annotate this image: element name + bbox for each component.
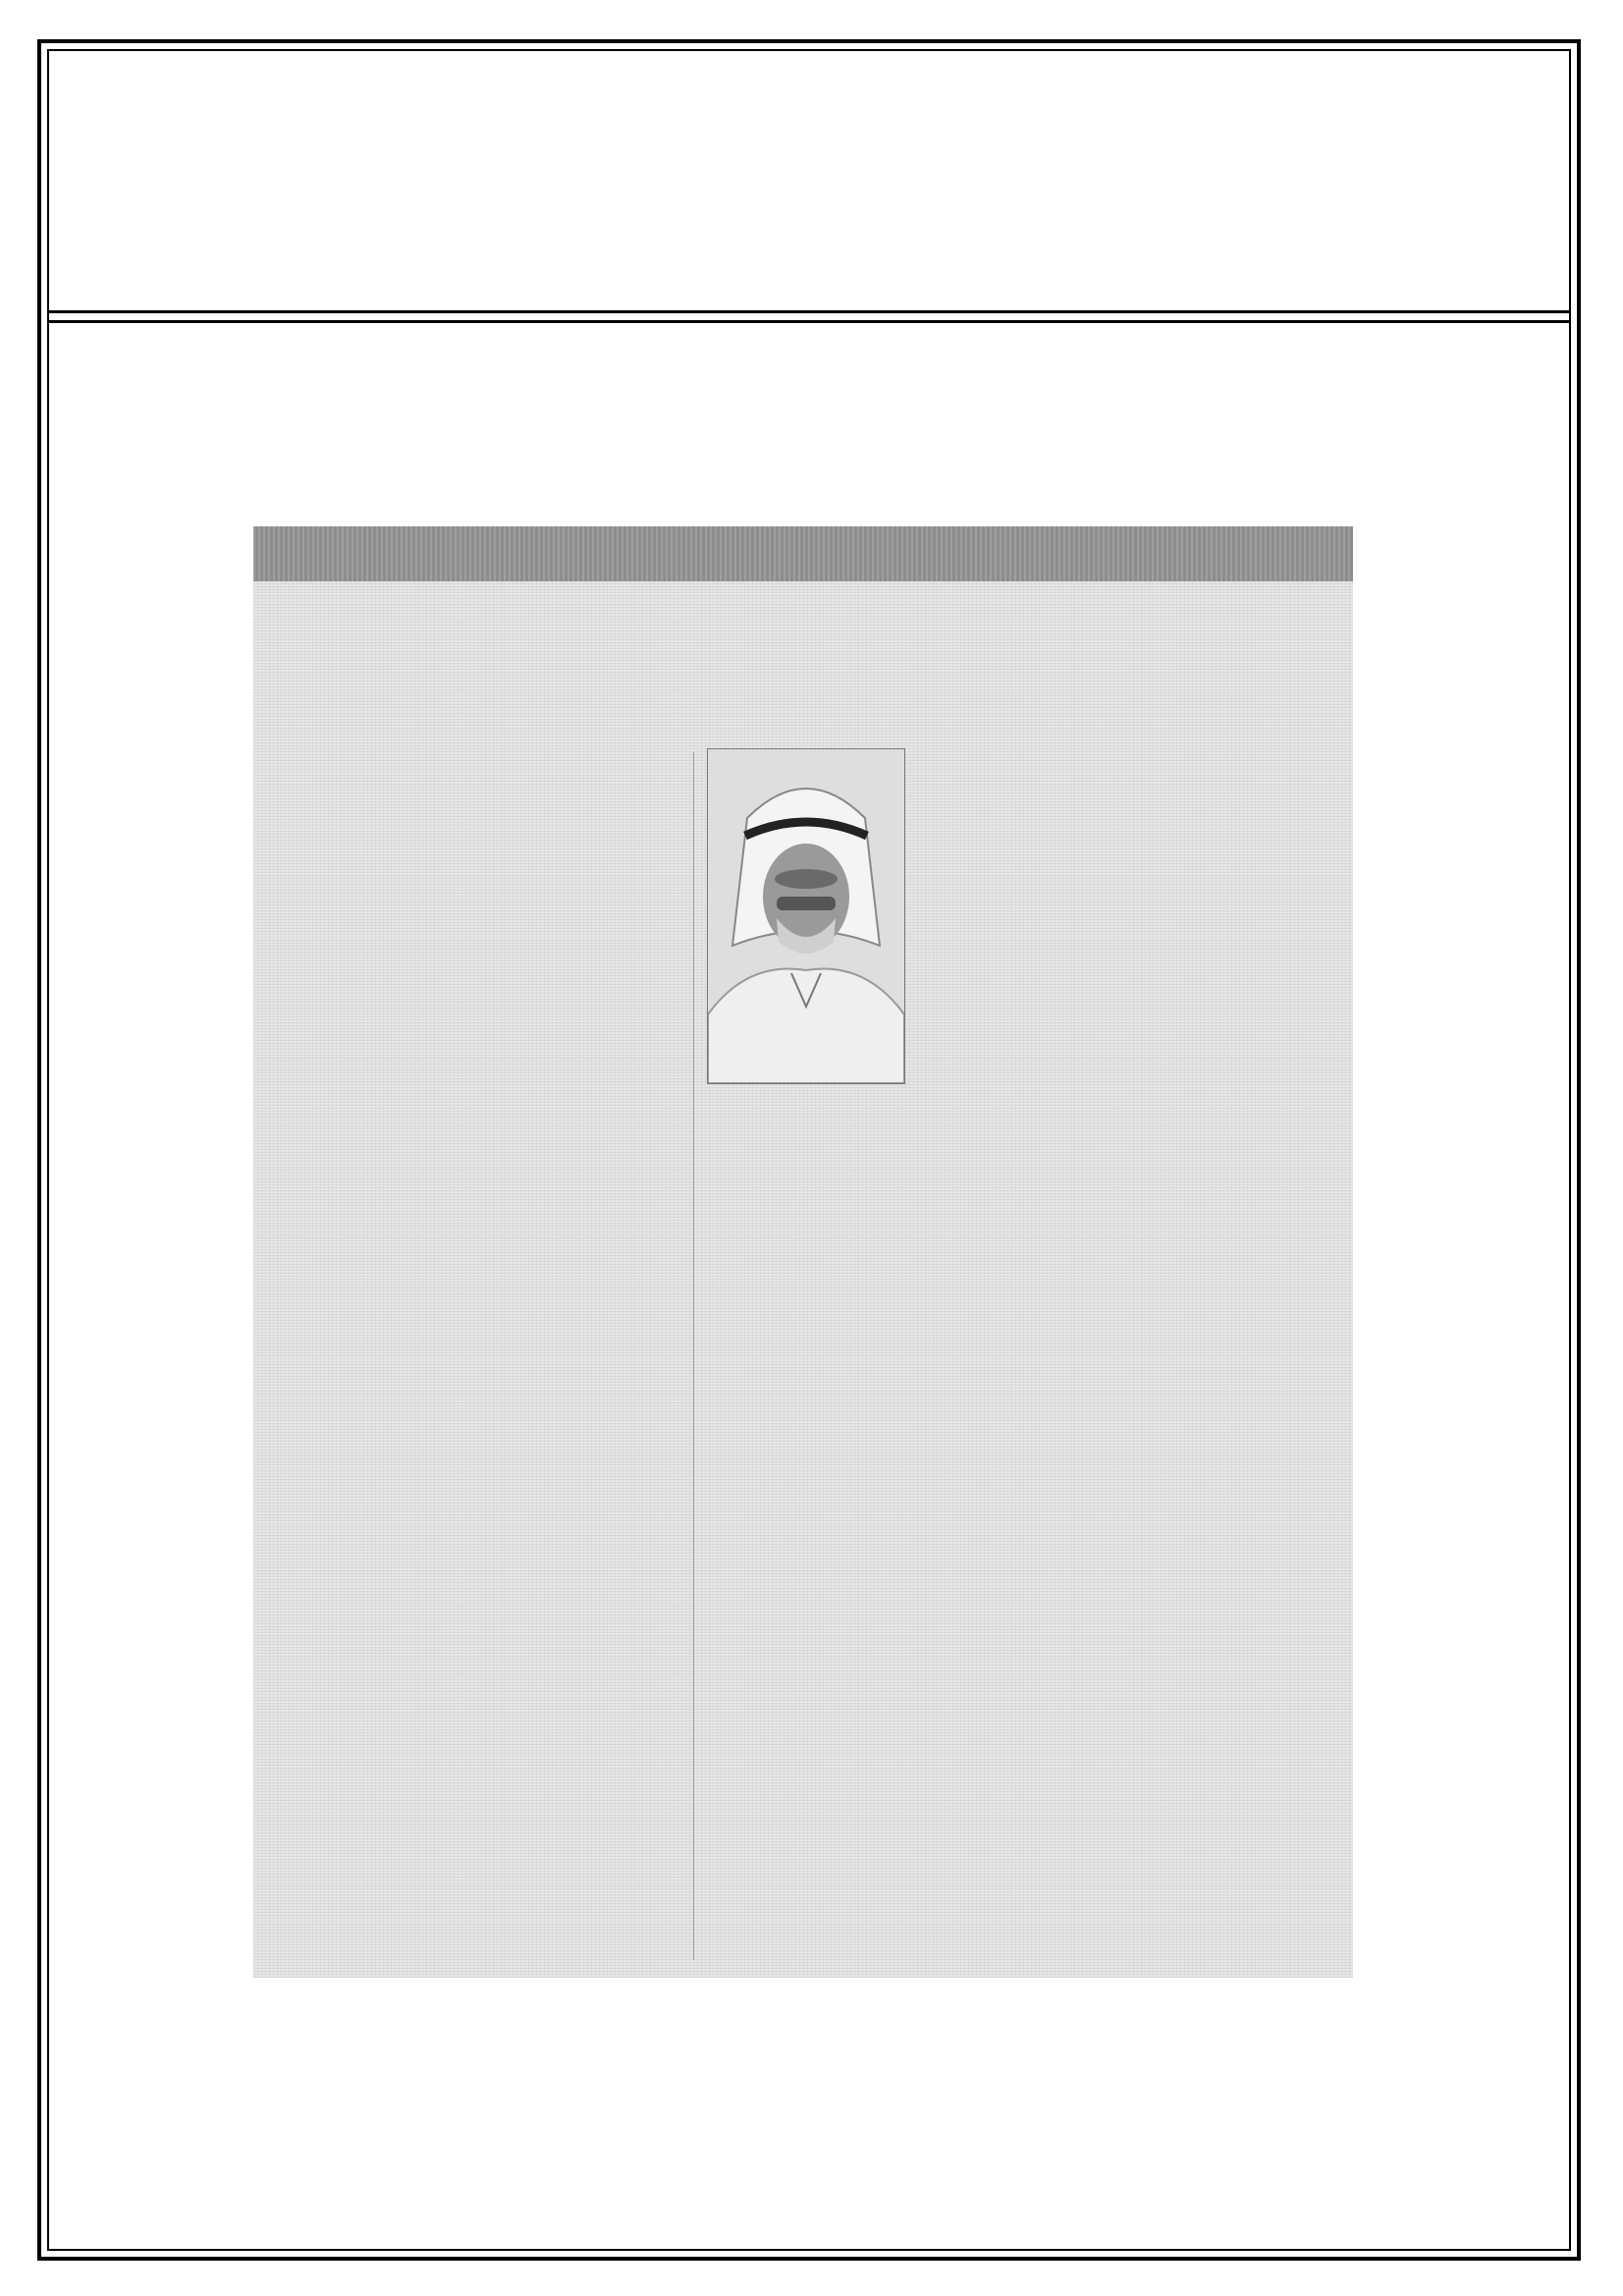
author-photo-block	[693, 748, 919, 1104]
header-divider-bottom	[47, 320, 1571, 323]
header-divider-top	[47, 310, 1571, 313]
author-portrait-icon	[708, 749, 904, 1083]
author-photo	[707, 748, 905, 1084]
newspaper-clipping	[253, 526, 1353, 1978]
column-divider	[693, 752, 694, 1960]
section-bar	[253, 526, 1353, 581]
